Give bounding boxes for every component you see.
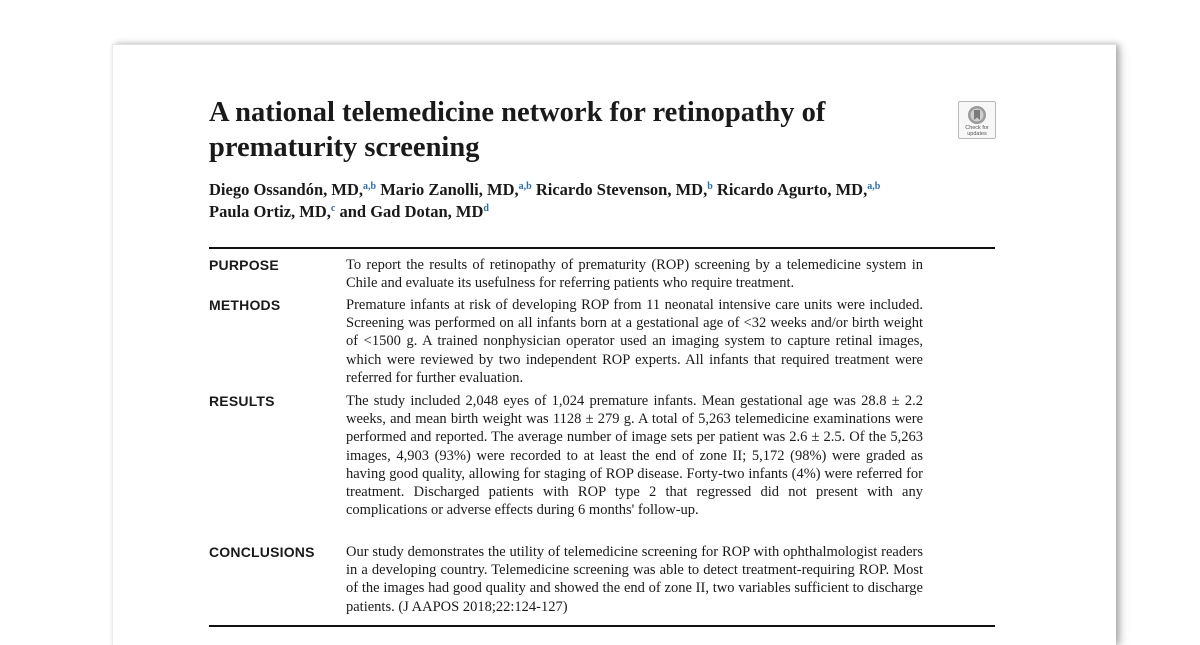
abstract-top-rule — [209, 247, 995, 249]
section-text: To report the results of retinopathy of prematurity (ROP) screening by a telemedicine system in Chile and evaluate its usefulness for referring patients who require treatment. — [346, 257, 923, 292]
badge-line1: Check for — [965, 125, 989, 131]
author-affiliation[interactable]: b — [707, 181, 713, 192]
author-name: Mario Zanolli, MD, — [380, 180, 519, 199]
abstract-bottom-rule — [209, 625, 995, 627]
article-page — [112, 44, 1116, 645]
author-affiliation[interactable]: d — [483, 203, 489, 214]
section-label: CONCLUSIONS — [209, 544, 315, 560]
bookmark-icon — [967, 105, 987, 125]
author-name: Ricardo Stevenson, MD, — [535, 180, 708, 199]
badge-line2: updates — [967, 131, 987, 137]
check-for-updates-badge[interactable] — [958, 101, 996, 139]
author-name: and Gad Dotan, MD — [339, 202, 484, 221]
author-affiliation[interactable]: a,b — [518, 181, 532, 192]
section-text: Premature infants at risk of developing ROP from 11 neonatal intensive care units were included. Screening was performed on all infants born at a gestational age of <32 weeks and/or birth weight of <1500 g. A trained nonphysician operator used an imaging system to capture retinal images, which were reviewed by two independent ROP experts. All infants that required treatment were referred for further evaluation. — [346, 297, 923, 386]
section-label: METHODS — [209, 297, 281, 313]
author-affiliation[interactable]: c — [330, 203, 336, 214]
section-text: Our study demonstrates the utility of telemedicine screening for ROP with ophthalmologist readers in a developing country. Telemedicine screening was able to detect treatment-requiring ROP. Most of the images had good quality and showed the end of zone II, two variables sufficient to discharge patients. (J AAPOS 2018;22:124-127) — [346, 544, 923, 615]
author-name: Diego Ossandón, MD, — [209, 180, 364, 199]
author-affiliation[interactable]: a,b — [363, 181, 377, 192]
author-list — [209, 179, 1009, 223]
author-name: Ricardo Agurto, MD, — [716, 180, 868, 199]
section-text: The study included 2,048 eyes of 1,024 premature infants. Mean gestational age was 28.8 ± 2.2 weeks, and mean birth weight was 1128 ± 279 g. A total of 5,263 telemedicine examinations were performed and reported. The average number of image sets per patient was 2.6 ± 2.5. Of the 5,263 images, 4,903 (93%) were recorded to at least the end of zone II; 5,172 (98%) were graded as having good quality, allowing for staging of ROP disease. Forty-two infants (4%) were referred for treatment. Discharged patients with ROP type 2 that regressed did not present with any complications or adverse effects during 6 months' follow-up. — [346, 393, 923, 519]
section-label: PURPOSE — [209, 257, 279, 273]
article-title: A national telemedicine network for retinopathy of prematurity screening — [209, 97, 826, 163]
author-name: Paula Ortiz, MD, — [209, 202, 331, 221]
section-label: RESULTS — [209, 393, 275, 409]
author-affiliation[interactable]: a,b — [867, 181, 881, 192]
